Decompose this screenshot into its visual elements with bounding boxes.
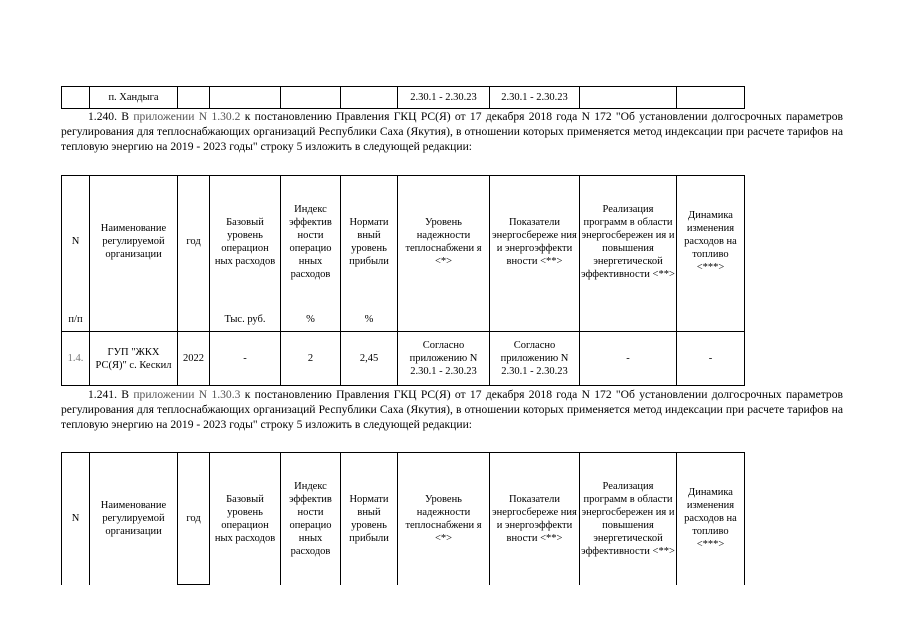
cell-energy: Согласно приложению N 2.30.1 - 2.30.23 [490, 332, 580, 386]
cell-energy: 2.30.1 - 2.30.23 [490, 87, 580, 109]
header-energy: Показатели энергосбереже ния и энергоэффекти вности <**> [490, 453, 580, 585]
header-energy: Показатели энергосбереже ния и энергоэффекти вности <**> [490, 176, 580, 308]
cell-name: п. Хандыга [90, 87, 178, 109]
table-fragment-top [61, 86, 745, 109]
cell-reliability: 2.30.1 - 2.30.23 [398, 87, 490, 109]
table-row [62, 87, 745, 109]
unit-norm: % [341, 308, 398, 332]
cell-dynamics: - [677, 332, 745, 386]
cell-index: 2 [281, 332, 341, 386]
header-reliability: Уровень надежности теплоснабжени я <*> [398, 176, 490, 308]
table-2 [61, 452, 745, 585]
header-name: Наименование регулируемой организации [90, 176, 178, 308]
header-name: Наименование регулируемой организации [90, 453, 178, 585]
cell-programs: - [580, 332, 677, 386]
paragraph-number: 1.240. В [88, 110, 130, 123]
cell-n: 1.4. [62, 332, 90, 386]
table-row [62, 332, 745, 386]
header-index: Индекс эффектив ности операцио нных расходов [281, 453, 341, 585]
header-base: Базовый уровень операцион ных расходов [210, 453, 281, 585]
paragraph-1241 [61, 388, 843, 432]
header-norm: Нормати вный уровень прибыли [341, 453, 398, 585]
header-row [62, 176, 745, 308]
table-1 [61, 175, 745, 386]
header-year: год [178, 453, 210, 585]
header-base: Базовый уровень операцион ных расходов [210, 176, 281, 308]
header-dynamics: Динамика изменения расходов на топливо <***> [677, 453, 745, 585]
paragraph-text: к постановлению Правления ГКЦ РС(Я) от 17 декабря 2018 года N 172 "Об установлении долгосрочных параметров регулирования для теплоснабжающих организаций Республики Саха (Якутия), в отношении которых применяется метод индексации при расчете тарифов на тепловую энергию на 2019 - 2023 годы" строку 5 изложить в следующей редакции: [61, 110, 844, 153]
header-n: N [62, 453, 90, 585]
unit-base: Тыс. руб. [210, 308, 281, 332]
paragraph-text: к постановлению Правления ГКЦ РС(Я) от 17 декабря 2018 года N 172 "Об установлении долгосрочных параметров регулирования для теплоснабжающих организаций Республики Саха (Якутия), в отношении которых применяется метод индексации при расчете тарифов на тепловую энергию на 2019 - 2023 годы" строку 5 изложить в следующей редакции: [61, 388, 844, 431]
cell-name: ГУП "ЖКХ РС(Я)" с. Кескил [90, 332, 178, 386]
header-reliability: Уровень надежности теплоснабжени я <*> [398, 453, 490, 585]
header-programs: Реализация программ в области энергосбережен ия и повышения энергетической эффективности <**> [580, 176, 677, 308]
appendix-link[interactable]: приложении N 1.30.3 [133, 388, 241, 401]
cell-base: - [210, 332, 281, 386]
cell-reliability: Согласно приложению N 2.30.1 - 2.30.23 [398, 332, 490, 386]
cell-year: 2022 [178, 332, 210, 386]
header-programs: Реализация программ в области энергосбережен ия и повышения энергетической эффективности <**> [580, 453, 677, 585]
paragraph-number: 1.241. В [88, 388, 130, 401]
header-n: N [62, 176, 90, 308]
appendix-link[interactable]: приложении N 1.30.2 [133, 110, 241, 123]
header-dynamics: Динамика изменения расходов на топливо <***> [677, 176, 745, 308]
header-index: Индекс эффектив ности операцио нных расходов [281, 176, 341, 308]
cell-norm: 2,45 [341, 332, 398, 386]
units-row [62, 308, 745, 332]
unit-index: % [281, 308, 341, 332]
header-year: год [178, 176, 210, 308]
header-row [62, 453, 745, 585]
paragraph-1240 [61, 110, 843, 154]
unit-np: п/п [62, 308, 90, 332]
header-norm: Нормати вный уровень прибыли [341, 176, 398, 308]
